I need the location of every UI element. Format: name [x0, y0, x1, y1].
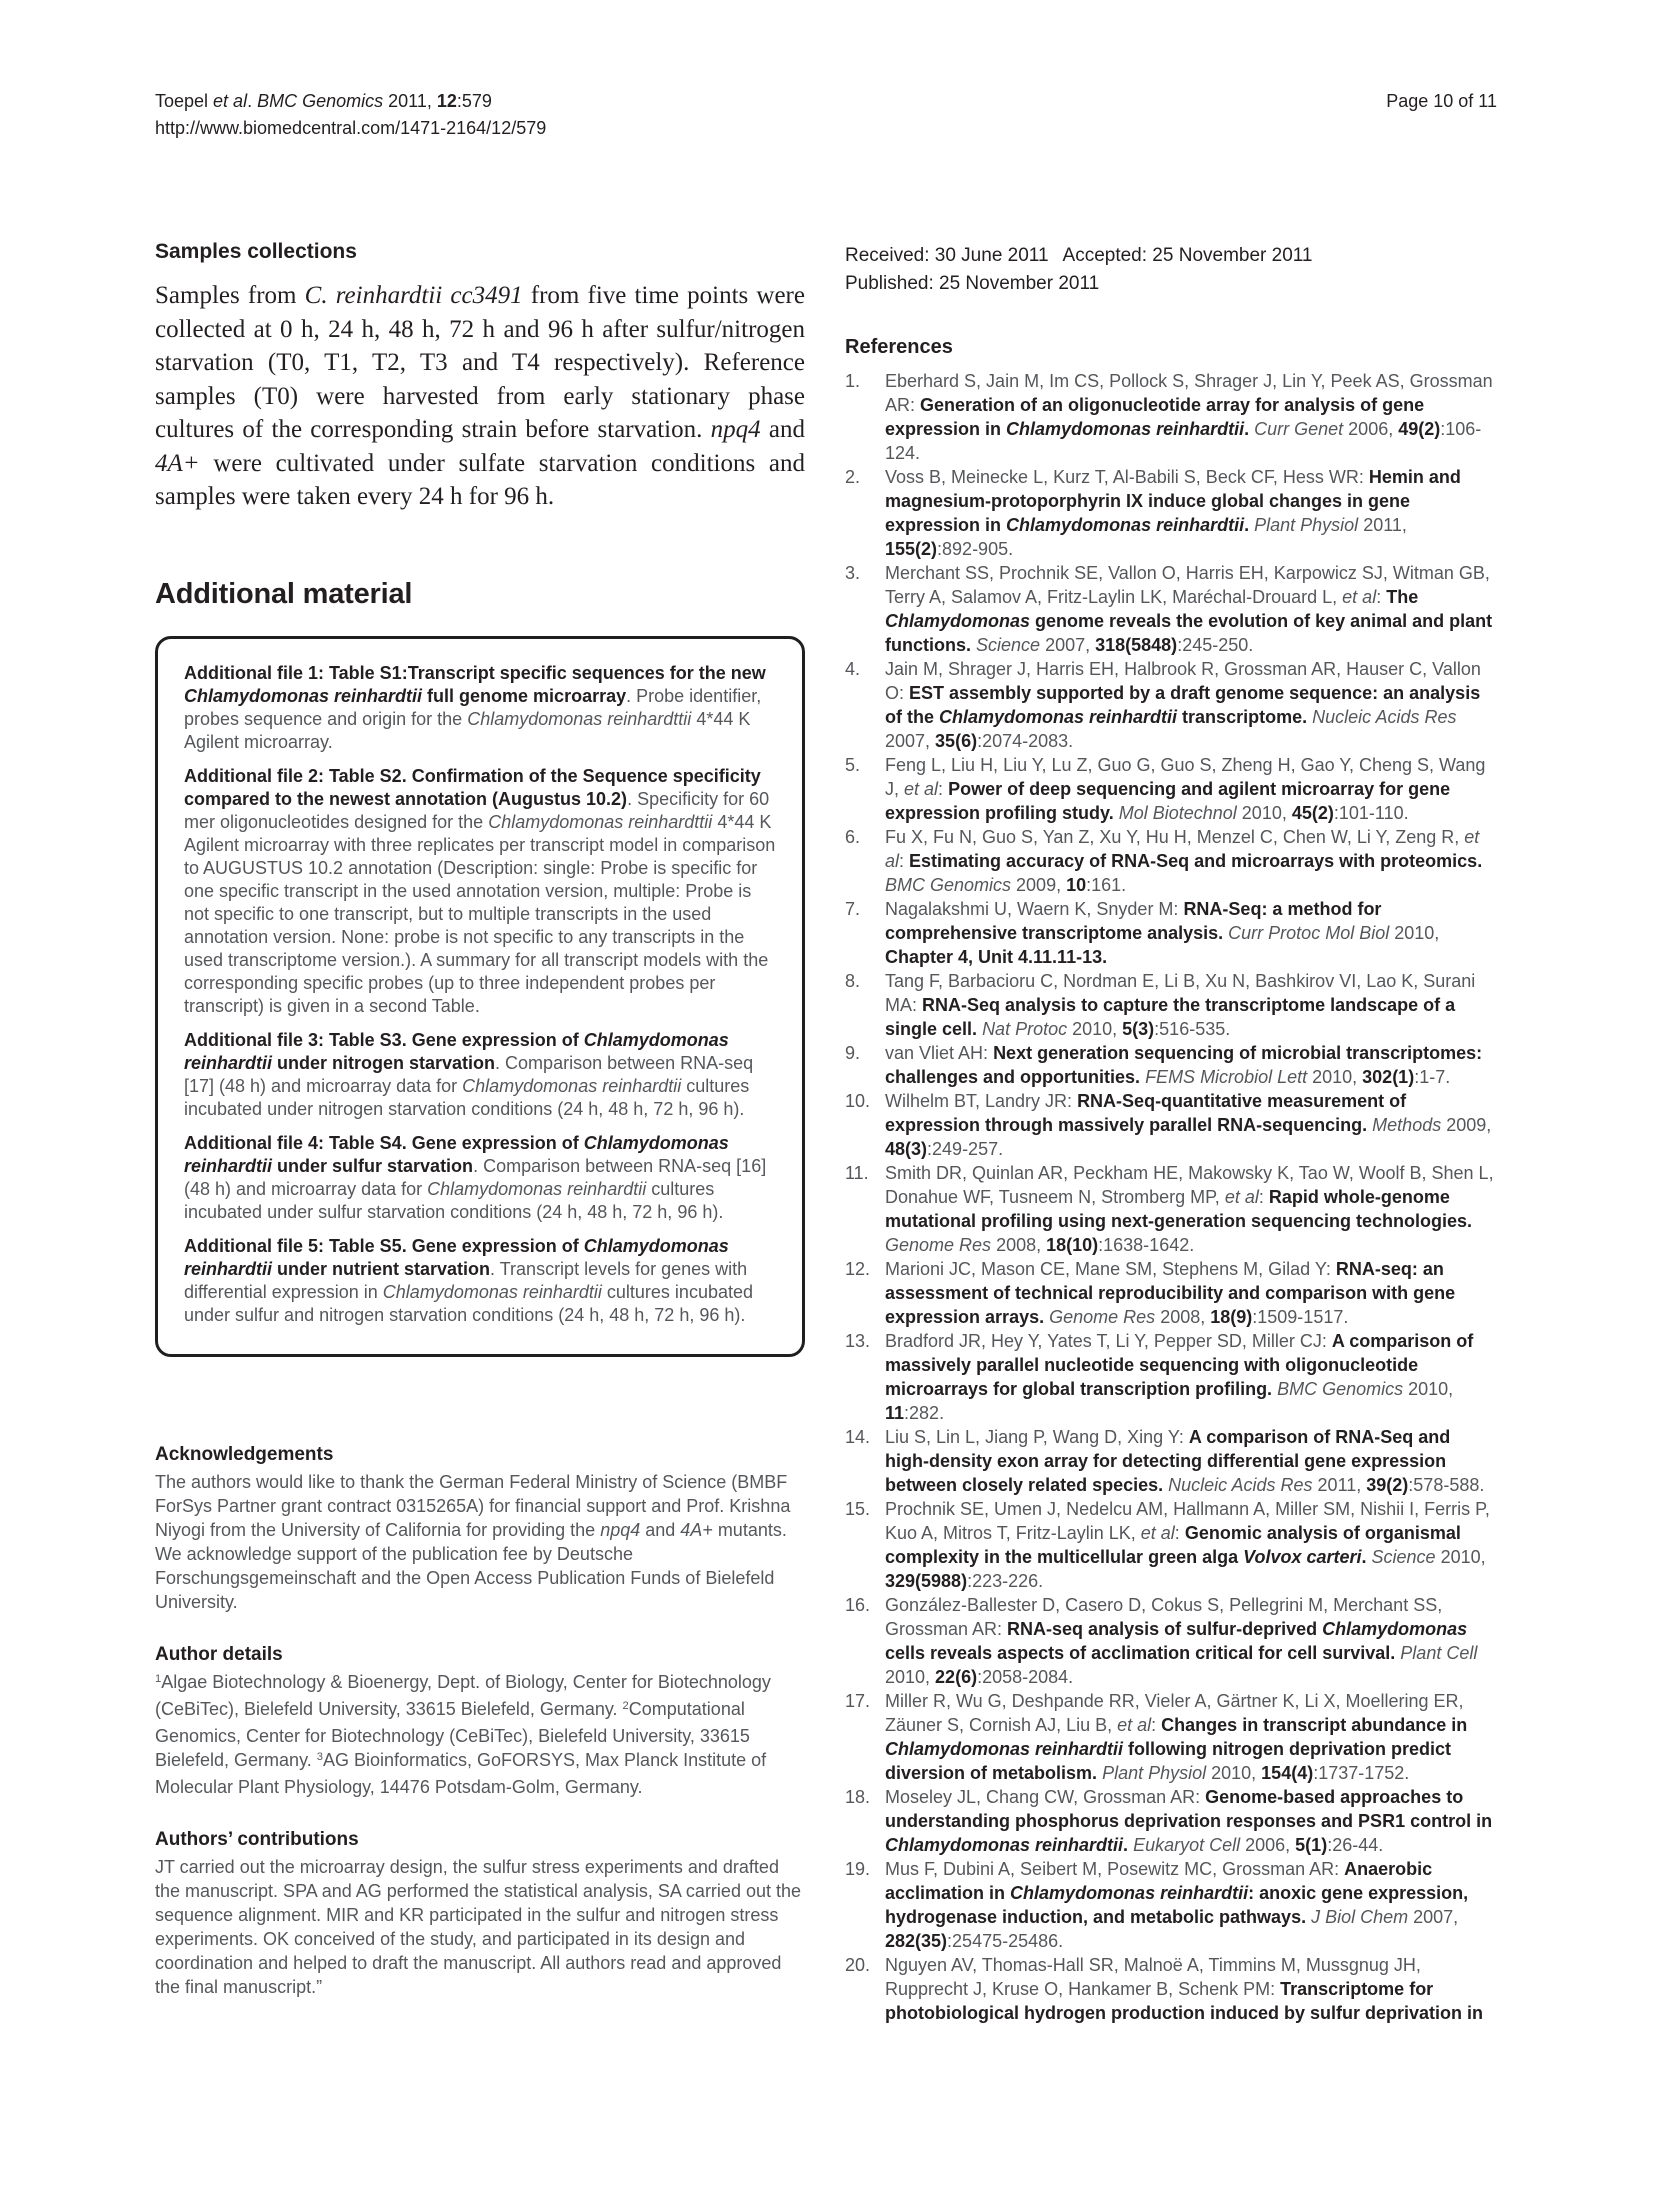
- author-details-section: [155, 1644, 805, 1799]
- reference-item: [845, 1785, 1497, 1857]
- author-details-text: $^1$Algae Biotechnology & Bioenergy, Dept. of Biology, Center for Biotechnology (CeBiTec), Bielefeld University, 33615 Bielefeld, Germany. $^2$Computational Genomics, Center for Biotechnology (CeBiTec), Bielefeld University, 33615 Bielefeld, Germany. $^3$AG Bioinformatics, GoFORSYS, Max Planck Institute of Molecular Plant Physiology, 14476 Potsdam-Golm, Germany.: [155, 1672, 771, 1797]
- contributions-heading: Authors’ contributions: [155, 1829, 359, 1850]
- reference-item: [845, 825, 1497, 897]
- reference-number: 18.: [845, 1787, 871, 1807]
- acknowledgements-heading: Acknowledgements: [155, 1444, 334, 1465]
- acknowledgements-section: [155, 1444, 805, 1614]
- reference-item: [845, 369, 1497, 465]
- additional-file-item: Additional file 4: Table S4. Gene expression of Chlamydomonas reinhardtii under sulfur starvation. Comparison between RNA-seq [16] (48 h) and microarray data for Chlamydomonas reinhardtii cultures incubated under sulfur starvation conditions (24 h, 48 h, 72 h, 96 h).: [184, 1133, 767, 1222]
- reference-item: [845, 1497, 1497, 1593]
- samples-collections-section: [155, 240, 805, 514]
- reference-item: [845, 1689, 1497, 1785]
- reference-number: 19.: [845, 1859, 871, 1879]
- reference-item: [845, 897, 1497, 969]
- reference-number: 2.: [845, 467, 861, 487]
- reference-text: Nguyen AV, Thomas-Hall SR, Malnoë A, Timmins M, Mussgnug JH, Rupprecht J, Kruse O, Hankamer B, Schenk PM: Transcriptome for photobiological hydrogen production induced by sulfur deprivation in: [885, 1955, 1483, 2023]
- reference-text: Liu S, Lin L, Jiang P, Wang D, Xing Y: A comparison of RNA-Seq and high-density exon array for detecting differential gene expression between closely related species. Nucleic Acids Res 2011, 39(2):578-588.: [885, 1427, 1485, 1495]
- page-number: Page 10 of 11: [1386, 91, 1497, 111]
- header-citation: Toepel et al. BMC Genomics 2011, 12:579: [155, 91, 492, 111]
- reference-number: 1.: [845, 371, 861, 391]
- additional-file-item: Additional file 2: Table S2. Confirmation of the Sequence specificity compared to the newest annotation (Augustus 10.2). Specificity for 60 mer oligonucleotides designed for the Chlamydomonas reinhardttii 4*44 K Agilent microarray with three replicates per transcript model in comparison to AUGUSTUS 10.2 annotation (Description: single: Probe is specific for one specific transcript in the used annotation version, multiple: Probe is not specific to one transcript, but to multiple transcripts in the used annotation version. None: probe is not specific to any transcripts in the used transcriptome version.). A summary for all transcript models with the corresponding specific probes (up to three independent probes per transcript) is given in a second Table.: [184, 766, 776, 1016]
- reference-text: Moseley JL, Chang CW, Grossman AR: Genome-based approaches to understanding phosphorus deprivation responses and PSR1 control in Chlamydomonas reinhardtii. Eukaryot Cell 2006, 5(1):26-44.: [885, 1787, 1493, 1855]
- reference-number: 17.: [845, 1691, 871, 1711]
- additional-file-item: Additional file 3: Table S3. Gene expression of Chlamydomonas reinhardtii under nitrogen starvation. Comparison between RNA-seq [17] (48 h) and microarray data for Chlamydomonas reinhardtii cultures incubated under nitrogen starvation conditions (24 h, 48 h, 72 h, 96 h).: [184, 1030, 754, 1119]
- reference-text: Smith DR, Quinlan AR, Peckham HE, Makowsky K, Tao W, Woolf B, Shen L, Donahue WF, Tusneem N, Stromberg MP, et al: Rapid whole-genome mutational profiling using next-generation sequencing technologies. Genome Res 2008, 18(10):1638-1642.: [885, 1163, 1494, 1255]
- reference-number: 6.: [845, 827, 861, 847]
- reference-number: 16.: [845, 1595, 871, 1615]
- additional-file-item: Additional file 1: Table S1:Transcript specific sequences for the new Chlamydomonas reinhardtii full genome microarray. Probe identifier, probes sequence and origin for the Chlamydomonas reinhardttii 4*44 K Agilent microarray.: [184, 663, 766, 752]
- additional-file-item: Additional file 5: Table S5. Gene expression of Chlamydomonas reinhardtii under nutrient starvation. Transcript levels for genes with differential expression in Chlamydomonas reinhardtii cultures incubated under sulfur and nitrogen starvation conditions (24 h, 48 h, 72 h, 96 h).: [184, 1236, 753, 1325]
- reference-item: [845, 1089, 1497, 1161]
- received-accepted-line: [845, 242, 1497, 270]
- additional-files-box: [155, 636, 805, 1357]
- reference-text: Voss B, Meinecke L, Kurz T, Al-Babili S, Beck CF, Hess WR: Hemin and magnesium-protoporphyrin IX induce global changes in gene expression in Chlamydomonas reinhardtii. Plant Physiol 2011, 155(2):892-905.: [885, 467, 1461, 559]
- additional-material-heading: Additional material: [155, 578, 413, 610]
- reference-item: [845, 1329, 1497, 1425]
- reference-item: [845, 465, 1497, 561]
- reference-item: [845, 753, 1497, 825]
- reference-item: [845, 1593, 1497, 1689]
- reference-number: 9.: [845, 1043, 861, 1063]
- reference-text: Prochnik SE, Umen J, Nedelcu AM, Hallmann A, Miller SM, Nishii I, Ferris P, Kuo A, Mitros T, Fritz-Laylin LK, et al: Genomic analysis of organismal complexity in the multicellular green alga Volvox carteri. Science 2010, 329(5988):223-226.: [885, 1499, 1490, 1591]
- reference-item: [845, 657, 1497, 753]
- reference-number: 15.: [845, 1499, 871, 1519]
- contributions-text: JT carried out the microarray design, the sulfur stress experiments and drafted the manuscript. SPA and AG performed the statistical analysis, SA carried out the sequence alignment. MIR and KR participated in the sulfur and nitrogen stress experiments. OK conceived of the study, and participated in its design and coordination and helped to draft the manuscript. All authors read and approved the final manuscript.”: [155, 1857, 801, 1997]
- reference-number: 20.: [845, 1955, 871, 1975]
- reference-number: 14.: [845, 1427, 871, 1447]
- reference-number: 4.: [845, 659, 861, 679]
- author-details-heading: Author details: [155, 1644, 283, 1665]
- reference-text: Feng L, Liu H, Liu Y, Lu Z, Guo G, Guo S, Zheng H, Gao Y, Cheng S, Wang J, et al: Power of deep sequencing and agilent microarray for gene expression profiling study. Mol Biotechnol 2010, 45(2):101-110.: [885, 755, 1486, 823]
- reference-number: 5.: [845, 755, 861, 775]
- reference-item: [845, 1161, 1497, 1257]
- samples-collections-paragraph: Samples from C. reinhardtii cc3491 from five time points were collected at 0 h, 24 h, 48 h, 72 h and 96 h after sulfur/nitrogen starvation (T0, T1, T2, T3 and T4 respectively). Reference samples (T0) were harvested from early stationary phase cultures of the corresponding strain before starvation. npq4 and 4A+ were cultivated under sulfate starvation conditions and samples were taken every 24 h for 96 h.: [155, 282, 805, 510]
- references-heading: References: [845, 336, 953, 358]
- header-url: http://www.biomedcentral.com/1471-2164/12/579: [155, 118, 547, 138]
- reference-text: Eberhard S, Jain M, Im CS, Pollock S, Shrager J, Lin Y, Peek AS, Grossman AR: Generation of an oligonucleotide array for analysis of gene expression in Chlamydomonas reinhardtii. Curr Genet 2006, 49(2):106-124.: [885, 371, 1493, 463]
- reference-text: Nagalakshmi U, Waern K, Snyder M: RNA-Seq: a method for comprehensive transcriptome analysis. Curr Protoc Mol Biol 2010, Chapter 4, Unit 4.11.11-13.: [885, 899, 1440, 967]
- backmatter-section: [155, 1444, 805, 2029]
- published-line: Published: 25 November 2011: [845, 273, 1100, 294]
- reference-list: [845, 369, 1497, 2025]
- reference-text: Bradford JR, Hey Y, Yates T, Li Y, Pepper SD, Miller CJ: A comparison of massively parallel nucleotide sequencing with oligonucleotide microarrays for global transcription profiling. BMC Genomics 2010, 11:282.: [885, 1331, 1474, 1423]
- reference-text: Merchant SS, Prochnik SE, Vallon O, Harris EH, Karpowicz SJ, Witman GB, Terry A, Salamov A, Fritz-Laylin LK, Maréchal-Drouard L, et al: The Chlamydomonas genome reveals the evolution of key animal and plant functions. Science 2007, 318(5848):245-250.: [885, 563, 1493, 655]
- reference-text: Mus F, Dubini A, Seibert M, Posewitz MC, Grossman AR: Anaerobic acclimation in Chlamydomonas reinhardtii: anoxic gene expression, hydrogenase induction, and metabolic pathways. J Biol Chem 2007, 282(35):25475-25486.: [885, 1859, 1469, 1951]
- reference-number: 10.: [845, 1091, 871, 1111]
- reference-text: González-Ballester D, Casero D, Cokus S, Pellegrini M, Merchant SS, Grossman AR: RNA-seq analysis of sulfur-deprived Chlamydomonas cells reveals aspects of acclimation critical for cell survival. Plant Cell 2010, 22(6):2058-2084.: [885, 1595, 1478, 1687]
- reference-text: Wilhelm BT, Landry JR: RNA-Seq-quantitative measurement of expression through massively parallel RNA-sequencing. Methods 2009, 48(3):249-257.: [885, 1091, 1492, 1159]
- right-column: [845, 242, 1497, 2025]
- reference-text: Tang F, Barbacioru C, Nordman E, Li B, Xu N, Bashkirov VI, Lao K, Surani MA: RNA-Seq analysis to capture the transcriptome landscape of a single cell. Nat Protoc 2010, 5(3):516-535.: [885, 971, 1476, 1039]
- received-date: Received: 30 June 2011: [845, 245, 1049, 266]
- reference-item: [845, 1857, 1497, 1953]
- acknowledgements-text: The authors would like to thank the German Federal Ministry of Science (BMBF ForSys Partner grant contract 0315265A) for financial support and Prof. Krishna Niyogi from the University of California for providing the npq4 and 4A+ mutants. We acknowledge support of the publication fee by Deutsche Forschungsgemeinschaft and the Open Access Publication Funds of Bielefeld University.: [155, 1472, 791, 1612]
- reference-number: 7.: [845, 899, 861, 919]
- additional-material-section: [155, 578, 805, 1357]
- reference-number: 8.: [845, 971, 861, 991]
- reference-number: 11.: [845, 1163, 869, 1183]
- contributions-section: [155, 1829, 805, 1999]
- reference-item: [845, 969, 1497, 1041]
- reference-text: Marioni JC, Mason CE, Mane SM, Stephens M, Gilad Y: RNA-seq: an assessment of technical reproducibility and comparison with gene expression arrays. Genome Res 2008, 18(9):1509-1517.: [885, 1259, 1456, 1327]
- reference-item: [845, 1041, 1497, 1089]
- reference-text: Miller R, Wu G, Deshpande RR, Vieler A, Gärtner K, Li X, Moellering ER, Zäuner S, Cornish AJ, Liu B, et al: Changes in transcript abundance in Chlamydomonas reinhardtii following nitrogen deprivation predict diversion of metabolism. Plant Physiol 2010, 154(4):1737-1752.: [885, 1691, 1468, 1783]
- reference-number: 3.: [845, 563, 861, 583]
- reference-item: [845, 1953, 1497, 2025]
- reference-number: 13.: [845, 1331, 871, 1351]
- reference-text: van Vliet AH: Next generation sequencing of microbial transcriptomes: challenges and opportunities. FEMS Microbiol Lett 2010, 302(1):1-7.: [885, 1043, 1483, 1087]
- reference-text: Fu X, Fu N, Guo S, Yan Z, Xu Y, Hu H, Menzel C, Chen W, Li Y, Zeng R, et al: Estimating accuracy of RNA-Seq and microarrays with proteomics. BMC Genomics 2009, 10:161.: [885, 827, 1483, 895]
- page-header: [155, 88, 546, 142]
- reference-item: [845, 1257, 1497, 1329]
- reference-item: [845, 1425, 1497, 1497]
- samples-collections-heading: Samples collections: [155, 240, 357, 263]
- reference-text: Jain M, Shrager J, Harris EH, Halbrook R, Grossman AR, Hauser C, Vallon O: EST assembly supported by a draft genome sequence: an analysis of the Chlamydomonas reinhardtii transcriptome. Nucleic Acids Res 2007, 35(6):2074-2083.: [885, 659, 1481, 751]
- accepted-date: Accepted: 25 November 2011: [1062, 245, 1313, 266]
- reference-item: [845, 561, 1497, 657]
- reference-number: 12.: [845, 1259, 871, 1279]
